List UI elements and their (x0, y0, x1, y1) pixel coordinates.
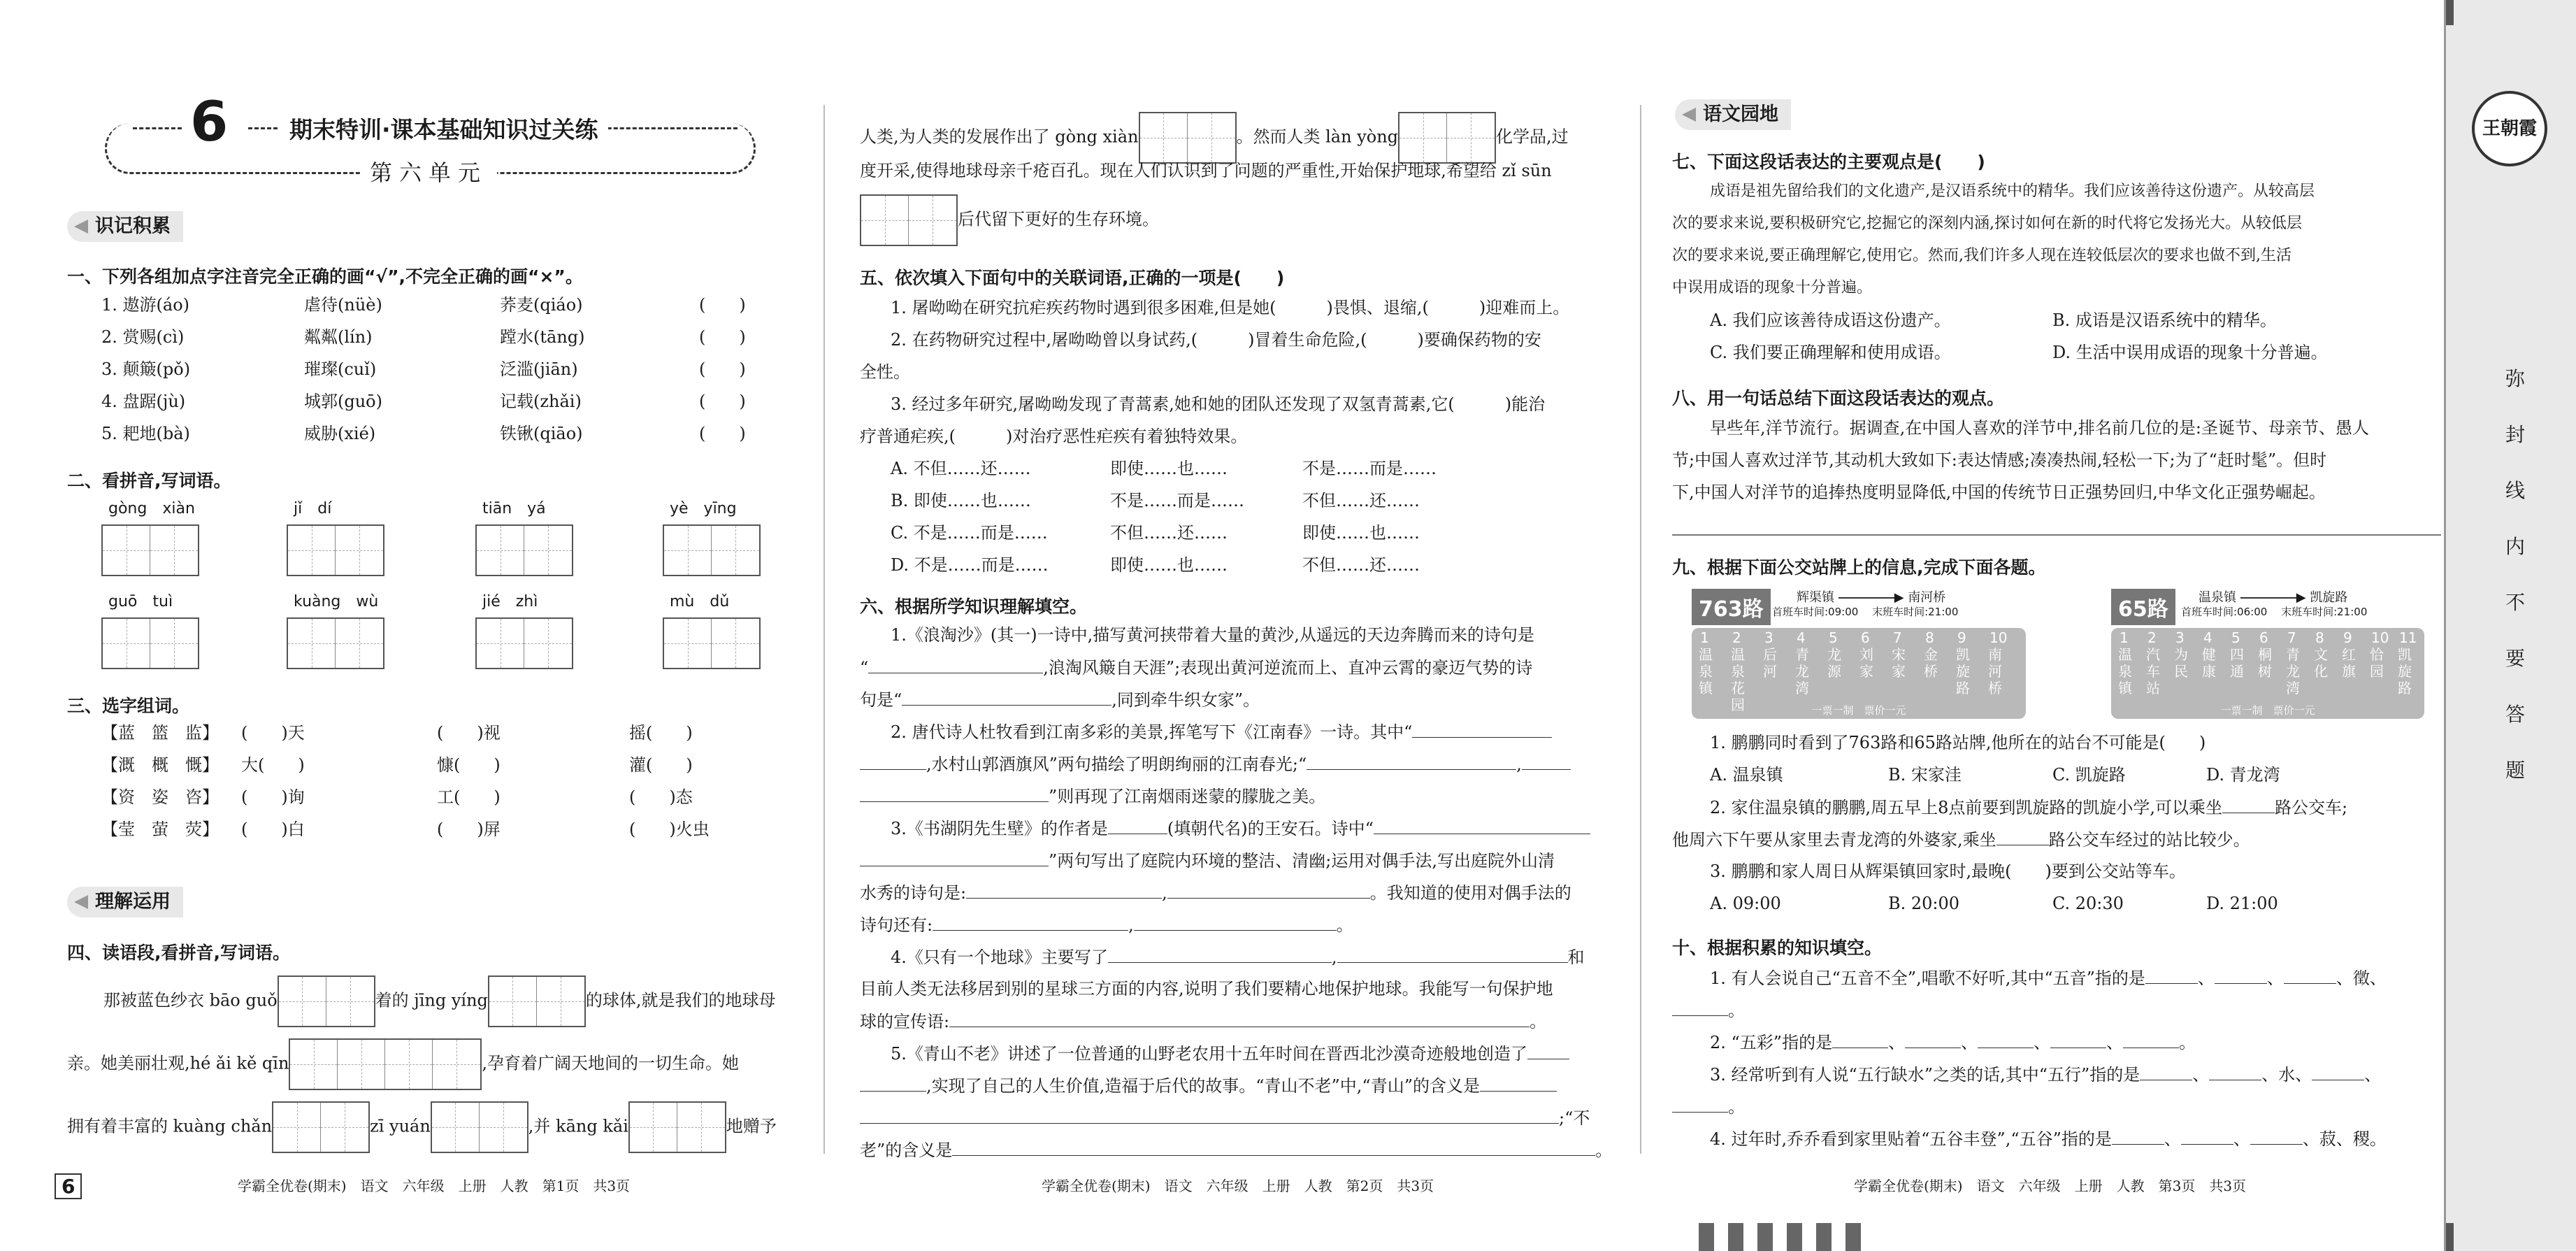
answer-box[interactable] (488, 975, 586, 1027)
bus-stop-name: 四通 (2230, 646, 2244, 680)
q5-option[interactable]: 不但……还…… (1302, 491, 1420, 510)
q3-fill-blank[interactable]: 慷( ) (437, 755, 501, 775)
column-divider (1640, 105, 1641, 1154)
q8-para-3: 下,中国人对洋节的追捧热度明显降低,中国的传统节日正强势回归,中华文化正强势崛起。 (1672, 482, 2326, 502)
bus-stop-number: 11 (2399, 629, 2417, 646)
unit-subtitle: 第六单元 (360, 155, 497, 187)
page-title: 期末特训·课本基础知识过关练 (280, 112, 608, 145)
binding-notice-char: 线 (2505, 479, 2526, 502)
q9-3-option-b[interactable]: B. 20:00 (1888, 894, 1960, 913)
question-5-title: 五、依次填入下面句中的关联词语,正确的一项是( ) (860, 268, 1285, 288)
pinyin-label: kuàng wù (294, 593, 379, 610)
q6-4a: 4.《只有一个地球》主要写了 , 和 (891, 945, 1585, 968)
q7-para-3: 次的要求来说,要正确理解它,使用它。然而,我们许多人现在连较低层次的要求也做不到,生活 (1672, 247, 2291, 264)
q10-1-cont: 。 (1672, 999, 1745, 1022)
bus-stop-name: 后河 (1763, 646, 1777, 680)
answer-box[interactable] (278, 975, 375, 1027)
q7-para-2: 次的要求来说,要积极研究它,挖掘它的深刻内涵,探讨如何在新的时代将它发扬光大。从较低层 (1672, 215, 2302, 232)
q7-option-b[interactable]: B. 成语是汉语系统中的精华。 (2052, 310, 2277, 330)
q1-word: 虐待(nüè) (304, 295, 382, 315)
bus-stop-name: 宋家 (1892, 646, 1906, 680)
question-7-title: 七、下面这段话表达的主要观点是( ) (1672, 152, 1985, 172)
answer-box[interactable] (1139, 112, 1237, 164)
page-two (823, 0, 1647, 1251)
bus-sign-763: 763路 辉渠镇 ▶ 南河桥 首班车时间:09:00 末班车时间:21:00 1 温泉镇 2 温泉花园 3 后河 4 青龙湾 5 龙源 6 刘家 7 宋家 8 金桥 9 凯旋路 10 南河桥 一票一制 票价一元 (1692, 586, 2027, 723)
q9-1-option-b[interactable]: B. 宋家洼 (1888, 765, 1962, 785)
section-tag-memory: 识记积累 (67, 211, 183, 242)
answer-box[interactable] (663, 617, 761, 669)
q3-fill-blank[interactable]: 大( ) (241, 755, 305, 775)
q10-2: 2. “五彩”指的是 、 、 、 、 。 (1710, 1031, 2196, 1054)
q8-answer-line[interactable] (1672, 534, 2441, 536)
bus-stop-number: 4 (2203, 629, 2212, 646)
q1-word: 铁锹(qiāo) (500, 424, 583, 443)
bus-763-number: 763路 (1692, 589, 1771, 625)
binding-notice-char: 弥 (2505, 367, 2526, 390)
q1-word: 3. 颠簸(pǒ) (101, 359, 191, 379)
footer-page-2: 学霸全优卷(期末) 语文 六年级 上册 人教 第2页 共3页 (1042, 1178, 1434, 1194)
bus-stop-name: 南河桥 (1988, 646, 2002, 696)
bus-65-to: 凯旋路 (2310, 590, 2348, 605)
bus-stop-name: 恰园 (2370, 646, 2384, 680)
answer-box[interactable] (663, 524, 761, 576)
q10-3-cont: 。 (1672, 1095, 1745, 1118)
p2-line-2: 度开采,使得地球母亲千疮百孔。现在人们认识到了问题的严重性,开始保护地球,希望给 zǐ sūn (860, 161, 1552, 180)
bus-stop-number: 2 (2147, 629, 2157, 646)
bus-stop-name: 温泉镇 (1699, 646, 1713, 696)
q3-fill-blank[interactable]: ( )天 (241, 723, 305, 743)
q6-5d: 老”的含义是 。 (860, 1138, 1612, 1161)
bus-stop-name: 温泉镇 (2118, 646, 2132, 696)
q3-char-group: 【溉 概 慨】 (101, 755, 219, 775)
q10-1: 1. 有人会说自己“五音不全”,唱歌不好听,其中“五音”指的是 、 、 、徵、 (1710, 966, 2387, 989)
answer-box[interactable] (287, 617, 384, 669)
bus-stop-name: 金桥 (1924, 646, 1938, 680)
q6-4d: 球的宣传语: 。 (860, 1010, 1546, 1033)
pinyin-label: gòng xiàn (108, 500, 195, 517)
q3-fill-blank[interactable]: ( )白 (241, 820, 305, 839)
q5-option[interactable]: C. 不是……而是…… (891, 523, 1048, 543)
answer-box[interactable] (628, 1101, 726, 1153)
binding-notice-char: 要 (2505, 647, 2526, 670)
answer-box[interactable] (431, 1101, 528, 1153)
question-8-title: 八、用一句话总结下面这段话表达的观点。 (1672, 388, 2005, 408)
bus-763-to: 南河桥 (1908, 590, 1946, 605)
q6-5b: ,实现了自己的人生价值,造福于后代的故事。“青山不老”中,“青山”的含义是 (860, 1074, 1557, 1097)
q1-word: 荞麦(qiáo) (500, 295, 583, 315)
q5-option[interactable]: 不但……还…… (1302, 555, 1420, 575)
q9-2c: 他周六下午要从家里去青龙湾的外婆家,乘坐 路公交车经过的站比较少。 (1672, 828, 2250, 851)
bus-763-last: 末班车时间:21:00 (1872, 606, 1959, 618)
footer-page-1: 学霸全优卷(期末) 语文 六年级 上册 人教 第1页 共3页 (238, 1178, 631, 1194)
binding-notice-char: 题 (2505, 759, 2526, 782)
answer-box[interactable] (1398, 112, 1496, 164)
q4-line-3: 拥有着丰富的 kuàng chǎn zī yuán ,并 kāng kǎi 地赠予 (67, 1101, 777, 1153)
page-one (0, 0, 823, 1251)
bus-sign-65: 65路 温泉镇 ▶ 凯旋路 首班车时间:06:00 末班车时间:21:00 1 温泉镇 2 汽车站 3 为民 4 健康 5 四通 6 桐树 7 青龙湾 8 文化 9 红旗 10 恰园 11 凯旋路 一票一制 票价一元 (2111, 586, 2426, 723)
q1-word: 1. 遨游(áo) (101, 295, 190, 315)
q7-option-a[interactable]: A. 我们应该善待成语这份遗产。 (1710, 310, 1951, 330)
bus-stop-name: 为民 (2174, 646, 2188, 680)
unit-header (105, 91, 751, 186)
question-3-title: 三、选字组词。 (67, 696, 190, 716)
q9-3-option-c[interactable]: C. 20:30 (2052, 894, 2124, 913)
bus-stop-number: 7 (2287, 629, 2296, 646)
q1-answer-paren[interactable]: ( ) (699, 327, 746, 347)
q5-item-1: 1. 屠呦呦在研究抗疟疾药物时遇到很多困难,但是她( )畏惧、退缩,( )迎难而上。 (891, 298, 1570, 317)
q5-option[interactable]: 不是……而是…… (1302, 459, 1437, 478)
question-6-title: 六、根据所学知识理解填空。 (860, 596, 1088, 617)
q3-fill-blank[interactable]: ( )询 (241, 787, 305, 807)
q1-word: 璀璨(cuǐ) (304, 359, 377, 379)
q5-option[interactable]: D. 不是……而是…… (891, 555, 1049, 575)
binding-notice-char: 内 (2505, 535, 2526, 558)
q4-line-2: 亲。她美丽壮观,hé ǎi kě qīn ,孕育着广阔天地间的一切生命。她 (67, 1038, 739, 1090)
q5-option[interactable]: 不但……还…… (1110, 523, 1228, 543)
q5-item-2b: 全性。 (860, 362, 910, 382)
q6-5a: 5.《青山不老》讲述了一位普通的山野老农用十五年时间在晋西北沙漠奇迹般地创造了 (891, 1042, 1569, 1065)
q6-1b: “ ,浪淘风簸自天涯”;表现出黄河逆流而上、直冲云霄的豪迈气势的诗 (860, 656, 1532, 679)
pinyin-label: tiān yá (482, 500, 546, 517)
answer-box[interactable] (860, 194, 958, 246)
q5-option[interactable]: 即使……也…… (1110, 459, 1228, 478)
question-9-title: 九、根据下面公交站牌上的信息,完成下面各题。 (1672, 557, 2046, 578)
answer-box[interactable] (287, 524, 384, 576)
q3-fill-blank[interactable]: ( )视 (437, 723, 501, 743)
brand-seal: 王朝霞 (2472, 91, 2547, 166)
page-number: 6 (55, 1173, 82, 1199)
q8-para-1: 早些年,洋节流行。据调查,在中国人喜欢的洋节中,排名前几位的是:圣诞节、母亲节、愚人 (1710, 418, 2369, 438)
q1-word: 粼粼(lín) (304, 327, 373, 347)
q6-2c: ”则再现了江南烟雨迷蒙的朦胧之美。 (860, 785, 1325, 808)
bus-stop-number: 4 (1797, 629, 1806, 646)
bus-stop-number: 6 (2259, 629, 2268, 646)
unit-number: 6 (183, 91, 235, 154)
bus-stop-name: 龙源 (1827, 646, 1841, 680)
bus-65-number: 65路 (2111, 589, 2175, 625)
pinyin-label: yè yīng (670, 500, 737, 517)
pinyin-label: jǐ dí (294, 500, 332, 517)
q6-4c: 目前人类无法移居到别的星球三方面的内容,说明了我们要精心地保护地球。我能写一句保护地 (860, 979, 1553, 999)
bus-65-first: 首班车时间:06:00 (2181, 606, 2268, 618)
bus-stop-name: 红旗 (2342, 646, 2356, 680)
q1-answer-paren[interactable]: ( ) (699, 295, 746, 315)
q7-option-c[interactable]: C. 我们要正确理解和使用成语。 (1710, 343, 1951, 362)
bus-stop-number: 10 (1989, 629, 2008, 646)
answer-box[interactable] (475, 524, 573, 576)
q6-1a: 1.《浪淘沙》(其一)一诗中,描写黄河挟带着大量的黄沙,从遥远的天边奔腾而来的诗句是 (891, 625, 1534, 645)
bus-stop-name: 刘家 (1859, 646, 1873, 680)
q6-3c: ”两句写出了庭院内环境的整洁、清幽;运用对偶手法,写出庭院外山清 (860, 849, 1555, 872)
footer-page-3: 学霸全优卷(期末) 语文 六年级 上册 人教 第3页 共3页 (1854, 1178, 2247, 1194)
q4-line-1: 那被蓝色纱衣 bāo guǒ 着的 jīng yíng 的球体,就是我们的地球母 (103, 975, 776, 1027)
answer-box[interactable] (272, 1101, 370, 1153)
bus-stop-name: 凯旋路 (2398, 646, 2412, 696)
pinyin-label: jié zhì (482, 593, 538, 610)
q6-3d: 水秀的诗句是: , 。我知道的使用对偶手法的 (860, 881, 1571, 904)
bus-stop-number: 8 (2315, 629, 2324, 646)
q1-word: 5. 耙地(bà) (101, 424, 190, 443)
bus-fare: 一票一制 票价一元 (1811, 704, 1906, 717)
q3-char-group: 【蓝 篮 监】 (101, 723, 219, 743)
q3-char-group: 【莹 萤 荧】 (101, 820, 219, 839)
q7-para-4: 中误用成语的现象十分普遍。 (1672, 279, 1873, 296)
bus-stop-number: 3 (1764, 629, 1773, 646)
q1-word: 泛滥(jiān) (500, 359, 578, 379)
bus-65-stops (2111, 628, 2424, 719)
pinyin-label: mù dǔ (670, 593, 730, 610)
q3-fill-blank[interactable]: 工( ) (437, 787, 501, 807)
bus-stop-number: 5 (2231, 629, 2240, 646)
binding-notice-char: 答 (2505, 703, 2526, 726)
q3-fill-blank[interactable]: 灌( ) (629, 755, 693, 775)
q1-word: 威胁(xié) (304, 424, 376, 443)
q5-item-3a: 3. 经过多年研究,屠呦呦发现了青蒿素,她和她的团队还发现了双氢青蒿素,它( )能治 (891, 394, 1546, 414)
binding-notice-char: 封 (2505, 423, 2526, 446)
q6-5c: ;“不 (860, 1106, 1590, 1129)
bus-stop-name: 青龙湾 (2286, 646, 2300, 696)
answer-box[interactable] (289, 1038, 482, 1090)
q8-para-2: 节;中国人喜欢过洋节,其动机大致如下:表达情感;凑凑热闹,轻松一下;为了“赶时髦”。但时 (1672, 450, 2327, 470)
q1-word: 记载(zhǎi) (500, 392, 582, 411)
q10-3: 3. 经常听到有人说“五行缺水”之类的话,其中“五行”指的是 、 、水、 、 (1710, 1063, 2381, 1086)
bus-763-stops (1692, 628, 2026, 719)
q6-2b: ,水村山郭酒旗风”两句描绘了明朗绚丽的江南春光;“ , (860, 752, 1571, 775)
q1-word: 城郭(guō) (304, 392, 382, 411)
bus-stop-name: 青龙湾 (1795, 646, 1809, 696)
q6-2a: 2. 唐代诗人杜牧看到江南多彩的美景,挥笔写下《江南春》一诗。其中“ (891, 720, 1552, 743)
bus-stop-number: 9 (1957, 629, 1966, 646)
question-2-title: 二、看拼音,写词语。 (67, 471, 231, 491)
p2-line-1: 人类,为人类的发展作出了 gòng xiàn 。然而人类 làn yòng 化学品,过 (860, 112, 1569, 164)
pinyin-label: guō tuì (108, 593, 173, 610)
q9-2a: 2. 家住温泉镇的鹏鹏,周五早上8点前要到凯旋路的凯旋小学,可以乘坐 路公交车; (1710, 796, 2347, 819)
bus-stop-number: 7 (1893, 629, 1902, 646)
bus-stop-number: 1 (2120, 629, 2129, 646)
bus-stop-number: 6 (1861, 629, 1870, 646)
q5-option[interactable]: 即使……也…… (1302, 523, 1420, 543)
bus-stop-name: 桐树 (2258, 646, 2272, 680)
q6-3f: 诗句还有: , 。 (860, 913, 1353, 936)
q1-word: 蹚水(tāng) (500, 327, 585, 347)
q3-fill-blank[interactable]: 摇( ) (629, 723, 693, 743)
q5-item-3b: 疗普通疟疾,( )对治疗恶性疟疾有着独特效果。 (860, 427, 1248, 446)
q1-answer-paren[interactable]: ( ) (699, 392, 746, 411)
question-4-title: 四、读语段,看拼音,写词语。 (67, 943, 290, 963)
page-three (1647, 0, 2444, 1251)
question-10-title: 十、根据积累的知识填空。 (1672, 938, 1883, 958)
bus-stop-name: 凯旋路 (1956, 646, 1970, 696)
q9-3-option-a[interactable]: A. 09:00 (1710, 894, 1781, 913)
bus-stop-number: 8 (1925, 629, 1934, 646)
q5-item-2a: 2. 在药物研究过程中,屠呦呦曾以身试药,( )冒着生命危险,( )要确保药物的安 (891, 330, 1541, 350)
q3-char-group: 【资 姿 咨】 (101, 787, 219, 807)
q1-word: 4. 盘踞(jù) (101, 392, 186, 411)
answer-box[interactable] (475, 617, 573, 669)
q1-answer-paren[interactable]: ( ) (699, 424, 746, 443)
q7-option-d[interactable]: D. 生活中误用成语的现象十分普遍。 (2052, 343, 2328, 362)
bus-stop-number: 2 (1732, 629, 1741, 646)
bus-stop-name: 文化 (2314, 646, 2328, 680)
q9-3: 3. 鹏鹏和家人周日从辉渠镇回家时,最晚( )要到公交站等车。 (1710, 862, 2186, 881)
q7-para-1: 成语是祖先留给我们的文化遗产,是汉语系统中的精华。我们应该善待这份遗产。从较高层 (1710, 183, 2315, 200)
q5-option[interactable]: A. 不但……还…… (891, 459, 1031, 478)
q9-3-option-d[interactable]: D. 21:00 (2206, 894, 2278, 913)
q6-3a: 3.《书湖阴先生壁》的作者是 (填朝代名)的王安石。诗中“ (891, 817, 1590, 840)
question-1-title: 一、下列各组加点字注音完全正确的画“√”,不完全正确的画“×”。 (67, 266, 583, 287)
bus-stop-name: 温泉花园 (1731, 646, 1745, 713)
bus-763-from: 辉渠镇 (1797, 590, 1834, 605)
answer-box[interactable] (101, 617, 199, 669)
bus-stop-number: 3 (2175, 629, 2185, 646)
binding-notice-char: 不 (2505, 591, 2526, 614)
bus-stop-name: 汽车站 (2146, 646, 2160, 696)
bus-65-from: 温泉镇 (2199, 590, 2236, 605)
q3-fill-blank[interactable]: ( )火虫 (629, 820, 710, 839)
answer-box[interactable] (101, 524, 199, 576)
bus-65-last: 末班车时间:21:00 (2281, 606, 2368, 618)
bus-stop-number: 5 (1829, 629, 1838, 646)
q6-1d: 句是“ ,同到牵牛织女家”。 (860, 688, 1260, 711)
bus-763-first: 首班车时间:09:00 (1772, 606, 1859, 618)
q5-option[interactable]: B. 即使……也…… (891, 491, 1031, 510)
q1-word: 2. 赏赐(cì) (101, 327, 185, 347)
binding-margin (2444, 0, 2576, 1251)
bus-stop-number: 10 (2371, 629, 2389, 646)
q9-1-option-d[interactable]: D. 青龙湾 (2206, 765, 2280, 785)
q1-answer-paren[interactable]: ( ) (699, 359, 746, 379)
bus-stop-number: 9 (2343, 629, 2352, 646)
q5-option[interactable]: 即使……也…… (1110, 555, 1228, 575)
q9-1-option-a[interactable]: A. 温泉镇 (1710, 765, 1783, 785)
q3-fill-blank[interactable]: ( )态 (629, 787, 693, 807)
q9-1-option-c[interactable]: C. 凯旋路 (2052, 765, 2126, 785)
bus-fare: 一票一制 票价一元 (2220, 704, 2315, 717)
q10-4: 4. 过年时,乔乔看到家里贴着“五谷丰登”,“五谷”指的是 、 、 、菽、稷。 (1710, 1127, 2387, 1150)
q5-option[interactable]: 不是……而是…… (1110, 491, 1244, 510)
bus-stop-number: 1 (1700, 629, 1709, 646)
section-tag-application: 理解运用 (67, 887, 183, 917)
section-tag-language-garden: 语文园地 (1675, 99, 1791, 130)
q3-fill-blank[interactable]: ( )屏 (437, 820, 501, 839)
bus-stop-name: 健康 (2202, 646, 2216, 680)
p2-line-3: 后代留下更好的生存环境。 (860, 194, 1159, 246)
q9-1: 1. 鹏鹏同时看到了763路和65路站牌,他所在的站台不可能是( ) (1710, 733, 2206, 752)
